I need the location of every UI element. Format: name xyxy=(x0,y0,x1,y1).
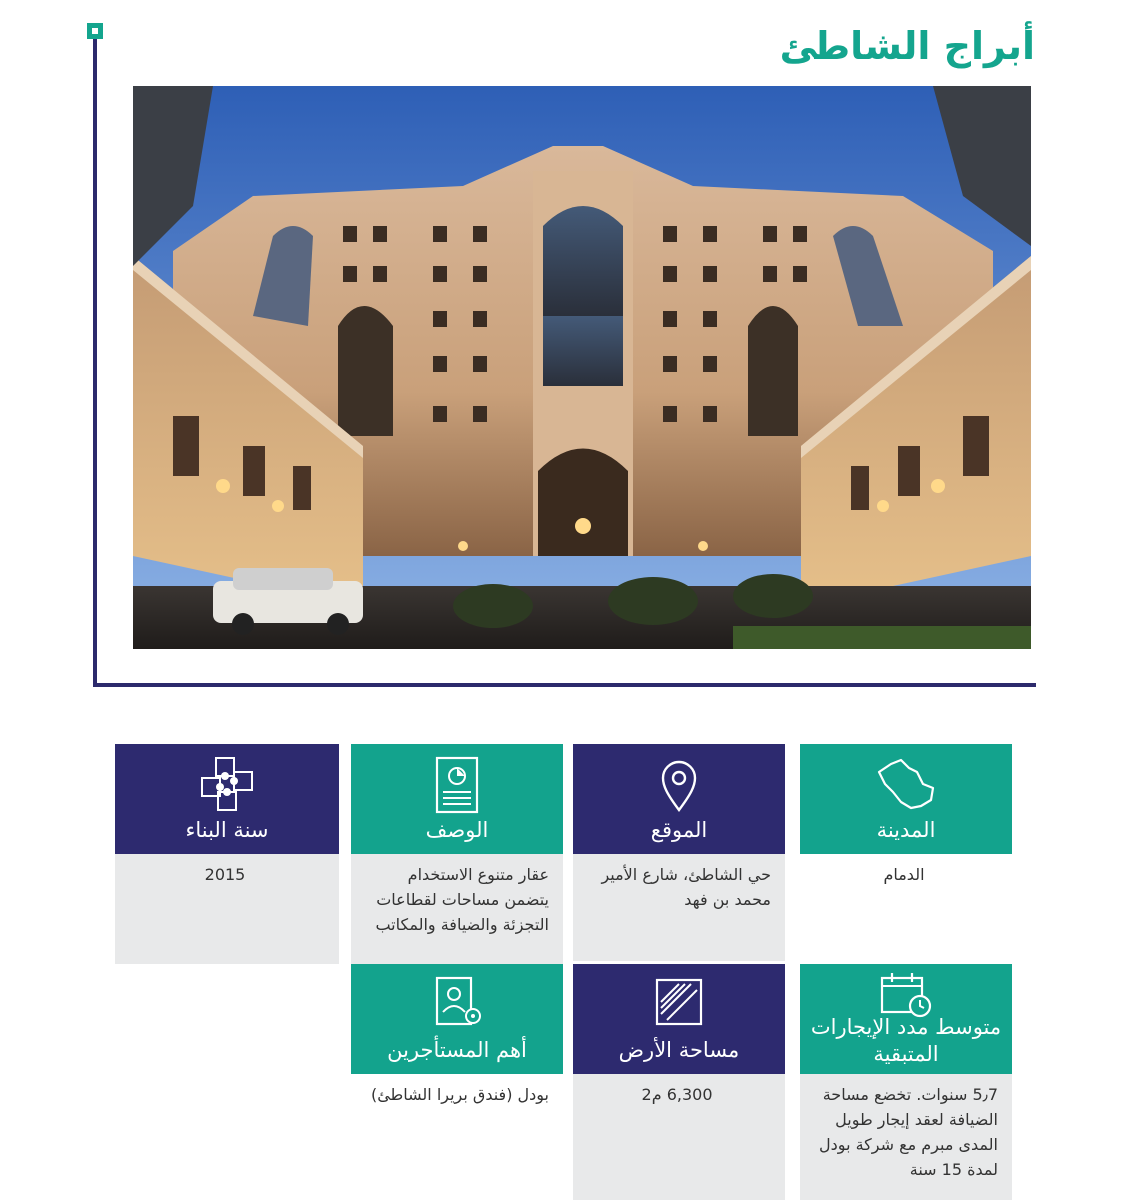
card-description-label: الوصف xyxy=(425,818,489,842)
card-tenants xyxy=(351,964,563,1074)
page-title: أبراج الشاطئ xyxy=(779,24,1035,68)
card-location xyxy=(573,744,785,961)
card-land-area xyxy=(573,964,785,1200)
card-lease-duration-label: متوسط مدد الإيجارات المتبقية xyxy=(810,1015,1002,1066)
card-land-area-label: مساحة الأرض xyxy=(618,1038,740,1062)
card-tenants-header xyxy=(351,964,563,1074)
card-city-header xyxy=(800,744,1012,854)
card-city xyxy=(800,744,1012,854)
card-description-header xyxy=(351,744,563,854)
card-location-header xyxy=(573,744,785,854)
card-location-label: الموقع xyxy=(650,818,708,842)
card-city-label: المدينة xyxy=(876,818,936,842)
card-year-header xyxy=(115,744,339,854)
card-lease-duration-body: 5٫7 سنوات. تخضع مساحة الضيافة لعقد إيجار طويل المدى مبرم مع شركة بودل لمدة 15 سنة xyxy=(800,1074,1012,1200)
puzzle-icon xyxy=(115,754,339,814)
frame-corner-marker xyxy=(87,23,103,39)
card-land-area-header xyxy=(573,964,785,1074)
saudi-map-icon xyxy=(800,754,1012,814)
card-tenants-value: بودل (فندق بريرا الشاطئ) xyxy=(351,1074,563,1184)
building-photo xyxy=(133,86,1031,649)
frame-bottom-line xyxy=(93,683,1036,687)
location-pin-icon xyxy=(573,754,785,814)
document-chart-icon xyxy=(351,754,563,814)
frame-left-line xyxy=(93,36,97,687)
card-year-label: سنة البناء xyxy=(185,818,269,842)
card-location-body: حي الشاطئ، شارع الأمير محمد بن فهد xyxy=(573,854,785,961)
card-lease-duration xyxy=(800,964,1012,1200)
card-lease-duration-header xyxy=(800,964,1012,1074)
land-area-icon xyxy=(573,974,785,1034)
card-city-value: الدمام xyxy=(800,854,1012,964)
card-year xyxy=(115,744,339,964)
card-description xyxy=(351,744,563,964)
tenant-profile-icon xyxy=(351,974,563,1034)
card-description-body: عقار متنوع الاستخدام يتضمن مساحات لقطاعات التجزئة والضيافة والمكاتب xyxy=(351,854,563,964)
card-tenants-label: أهم المستأجرين xyxy=(387,1038,527,1062)
card-year-body: 2015 xyxy=(115,854,339,964)
card-land-area-body: 6,300 م2 xyxy=(573,1074,785,1200)
